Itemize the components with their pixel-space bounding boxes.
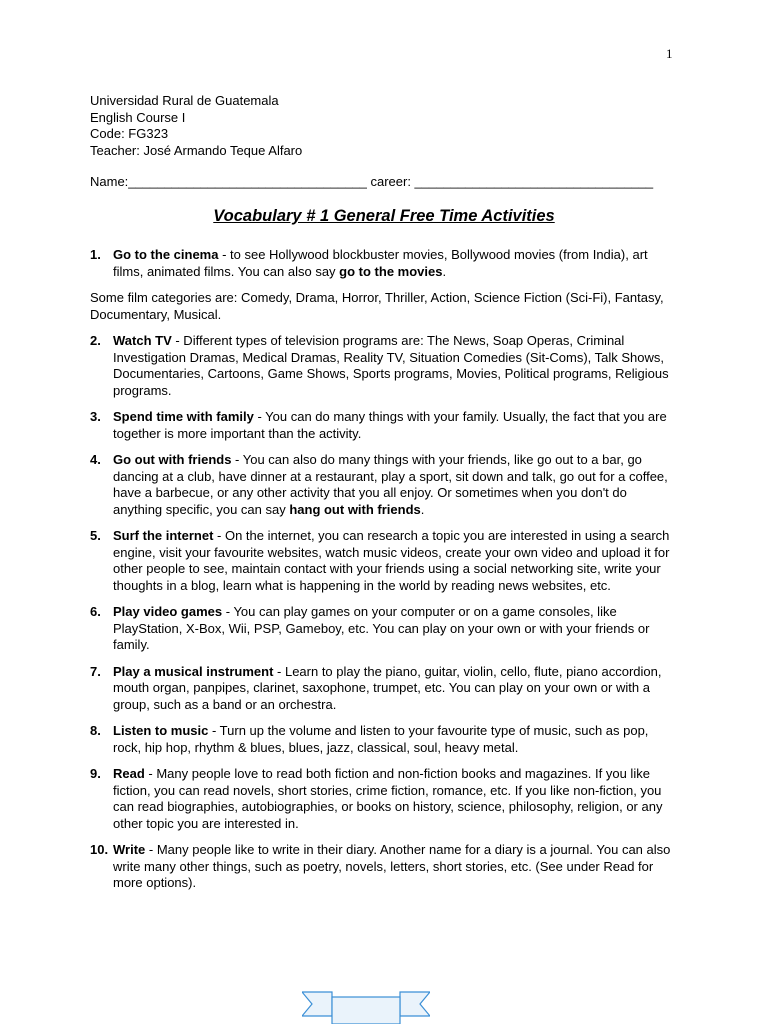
item-term: Spend time with family	[113, 409, 254, 424]
item-description: - to see Hollywood blockbuster movies, Bollywood movies (from India), art films, animated films. You can also say	[113, 247, 648, 279]
vocabulary-list	[90, 247, 678, 902]
item-body	[113, 409, 678, 442]
item-number: 2.	[90, 333, 101, 348]
course-code: Code: FG323	[90, 126, 169, 141]
course-name: English Course I	[90, 109, 186, 125]
item-description: - On the internet, you can research a topic you are interested in using a search engine, visit your favourite websites, watch music videos, create your own video and upload it for other people to see, maintain contact with your friends using a social networking site, write your thoughts in a blog, learn what is happening in the world by reading news websites, etc.	[113, 528, 670, 593]
item-number: 4.	[90, 452, 101, 467]
item-term: Watch TV	[113, 333, 172, 348]
item-description: - Learn to play the piano, guitar, violin, cello, flute, piano accordion, mouth organ, panpipes, clarinet, saxophone, trumpet, etc. You can play on your own or with a group, such as a band or an orchestra.	[113, 663, 662, 712]
item-body	[113, 333, 678, 399]
ribbon-left-tail	[302, 992, 332, 1016]
item-term: Read	[113, 766, 145, 781]
university-name: Universidad Rural de Guatemala	[90, 93, 279, 108]
item-term: Listen to music	[113, 723, 209, 738]
list-item	[90, 842, 678, 892]
list-item	[90, 766, 678, 832]
name-career-line: Name:_________________________________ career: _________________________________	[90, 174, 654, 189]
item-number: 8.	[90, 723, 101, 738]
page-title: Vocabulary # 1 General Free Time Activities	[213, 207, 555, 225]
item-term: Play video games	[113, 604, 223, 619]
ribbon-banner-icon	[302, 986, 430, 1024]
item-term: Go to the cinema	[113, 247, 219, 262]
ribbon-center	[332, 997, 400, 1024]
item-term: Go out with friends	[113, 452, 232, 467]
item-term-alt: hang out with friends	[289, 501, 421, 517]
item-description: - Turn up the volume and listen to your favourite type of music, such as pop, rock, hip hop, rhythm & blues, blues, jazz, classical, soul, heavy metal.	[113, 723, 649, 755]
film-categories-note: Some film categories are: Comedy, Drama, Horror, Thriller, Action, Science Fiction (Sci-Fi), Fantasy, Documentary, Musical.	[90, 290, 664, 322]
item-description: - You can do many things with your family. Usually, the fact that you are together is more important than the activity.	[113, 409, 667, 441]
item-description: - Many people love to read both fiction and non-fiction books and magazines. If you like fiction, you can read novels, short stories, crime fiction, romance, etc. If you like non-fiction, you can read biographies, autobiographies, or books on history, science, philosophy, religion, or any other topic you are interested in.	[113, 766, 663, 831]
item-number: 3.	[90, 409, 101, 424]
page-number: 1	[666, 46, 673, 61]
ribbon-right-tail	[400, 992, 430, 1016]
item-description: - Different types of television programs are: The News, Soap Operas, Criminal Investigation Dramas, Medical Dramas, Reality TV, Situation Comedies (Sit-Coms), Talk Shows, Documentaries, Cartoons, Game Shows, Sports programs, Movies, Political programs, Religious programs.	[113, 333, 669, 398]
item-term-alt: go to the movies	[339, 263, 443, 279]
item-body	[113, 664, 678, 714]
item-term: Surf the internet	[113, 528, 214, 543]
item-term: Write	[113, 842, 146, 857]
list-item	[90, 528, 678, 594]
item-end: .	[442, 263, 447, 279]
item-body	[113, 452, 678, 518]
item-description: - Many people like to write in their diary. Another name for a diary is a journal. You can also write many other things, such as poetry, novels, letters, short stories, etc. (See under Read for more options).	[113, 842, 671, 890]
item-number: 7.	[90, 663, 101, 679]
item-body	[113, 842, 678, 892]
list-item	[90, 409, 678, 442]
item-number: 5.	[90, 528, 101, 543]
item-body	[113, 604, 678, 654]
item-body	[113, 528, 678, 594]
list-item	[90, 604, 678, 654]
item-description: - You can play games on your computer or on a game consoles, like PlayStation, X-Box, Wii, PSP, Gameboy, etc. You can play on your own or with your friends or family.	[113, 604, 650, 652]
item-number: 1.	[90, 247, 101, 262]
list-item	[90, 333, 678, 399]
list-item	[90, 723, 678, 756]
item-number: 10.	[90, 842, 109, 857]
item-body	[113, 247, 678, 280]
list-item	[90, 452, 678, 518]
item-body	[113, 723, 678, 756]
document-header	[90, 93, 302, 159]
item-end: .	[420, 501, 425, 517]
list-item	[90, 664, 678, 714]
teacher-name: Teacher: José Armando Teque Alfaro	[90, 142, 303, 158]
item-term: Play a musical instrument	[113, 663, 274, 679]
list-item	[90, 247, 678, 280]
item-number: 9.	[90, 766, 101, 781]
item-body	[113, 766, 678, 832]
item-number: 6.	[90, 604, 101, 619]
item-description: - You can also do many things with your friends, like go out to a bar, go dancing at a club, have dinner at a restaurant, play a sport, sit down and talk, go out for a coffee, have a barbecue, or any other activity that you all enjoy. Or sometimes when you don't do anything specific, you can say	[113, 452, 668, 517]
